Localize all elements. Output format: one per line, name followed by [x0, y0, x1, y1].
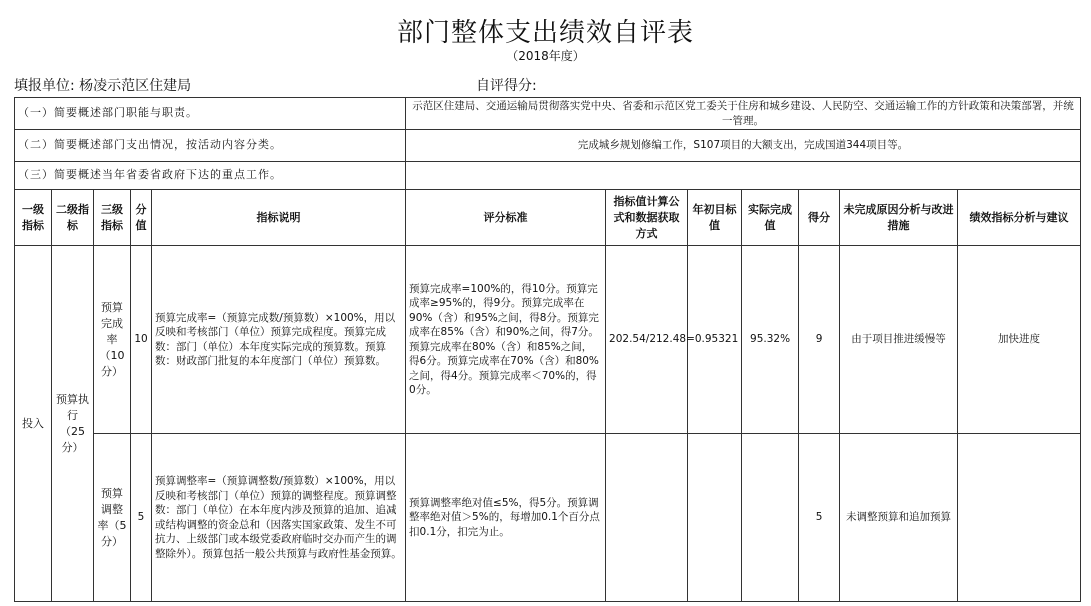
header-actual: 实际完成值	[742, 190, 799, 246]
header-level3: 三级指标	[94, 190, 131, 246]
header-target: 年初目标值	[688, 190, 742, 246]
level3-cell: 预算调整率（5分）	[94, 434, 131, 602]
suggest-cell: 加快进度	[958, 246, 1081, 434]
level2-cell: 预算执行（25分）	[52, 246, 94, 602]
header-criteria: 评分标准	[406, 190, 606, 246]
performance-table	[14, 97, 1081, 602]
actual-cell: 95.32%	[742, 246, 799, 434]
score-cell: 9	[799, 246, 840, 434]
desc-cell: 预算调整率=（预算调整数/预算数）×100%，用以反映和考核部门（单位）预算的调整程度。预算调整数：部门（单位）在本年度内涉及预算的追加、追减或结构调整的资金总和（因落实国家政策、发生不可抗力、上级部门或本级党委政府临时交办而产生的调整除外）。预算包括一般公共预算与政府性基金预算。	[152, 434, 406, 602]
header-reason: 未完成原因分析与改进措施	[840, 190, 958, 246]
formula-cell: 202.54/212.48=0.95321	[606, 246, 688, 434]
self-score-label: 自评得分:	[476, 78, 537, 94]
actual-cell	[742, 434, 799, 602]
points-cell: 5	[131, 434, 152, 602]
summary-value: 示范区住建局、交通运输局贯彻落实党中央、省委和示范区党工委关于住房和城乡建设、人民防空、交通运输工作的方针政策和决策部署，并统一管理。	[406, 98, 1081, 130]
summary-value: 完成城乡规划修编工作，S107项目的大额支出，完成国道344项目等。	[406, 130, 1081, 162]
reason-cell: 未调整预算和追加预算	[840, 434, 958, 602]
level1-cell: 投入	[15, 246, 52, 602]
desc-cell: 预算完成率=（预算完成数/预算数）×100%，用以反映和考核部门（单位）预算完成程度。预算完成数：部门（单位）本年度实际完成的预算数。预算数：财政部门批复的本年度部门（单位）预算数。	[152, 246, 406, 434]
formula-cell	[606, 434, 688, 602]
header-level1: 一级指标	[15, 190, 52, 246]
header-row	[15, 190, 1081, 246]
criteria-cell: 预算调整率绝对值≤5%，得5分。预算调整率绝对值＞5%的，每增加0.1个百分点扣0.1分，扣完为止。	[406, 434, 606, 602]
reporting-unit: 填报单位: 杨凌示范区住建局	[14, 78, 192, 94]
header-points: 分值	[131, 190, 152, 246]
summary-row	[15, 162, 1081, 190]
level3-cell: 预算完成率（10分）	[94, 246, 131, 434]
summary-row	[15, 130, 1081, 162]
header-formula: 指标值计算公式和数据获取方式	[606, 190, 688, 246]
score-cell: 5	[799, 434, 840, 602]
points-cell: 10	[131, 246, 152, 434]
summary-label: （三）简要概述当年省委省政府下达的重点工作。	[15, 162, 406, 190]
reason-cell: 由于项目推进缓慢等	[840, 246, 958, 434]
suggest-cell	[958, 434, 1081, 602]
summary-label: （二）简要概述部门支出情况，按活动内容分类。	[15, 130, 406, 162]
page-title: 部门整体支出绩效自评表	[396, 18, 694, 48]
table-row	[15, 246, 1081, 434]
header-level2: 二级指标	[52, 190, 94, 246]
summary-label: （一）简要概述部门职能与职责。	[15, 98, 406, 130]
header-score: 得分	[799, 190, 840, 246]
summary-value	[406, 162, 1081, 190]
table-row	[15, 434, 1081, 602]
header-desc: 指标说明	[152, 190, 406, 246]
page-subtitle: （2018年度）	[506, 49, 585, 63]
header-suggest: 绩效指标分析与建议	[958, 190, 1081, 246]
criteria-cell: 预算完成率=100%的，得10分。预算完成率≥95%的，得9分。预算完成率在90%（含）和95%之间，得8分。预算完成率在85%（含）和90%之间，得7分。预算完成率在80%（含）和85%之间，得6分。预算完成率在70%（含）和80%之间，得4分。预算完成率＜70%的，得0分。	[406, 246, 606, 434]
target-cell	[688, 434, 742, 602]
summary-row	[15, 98, 1081, 130]
